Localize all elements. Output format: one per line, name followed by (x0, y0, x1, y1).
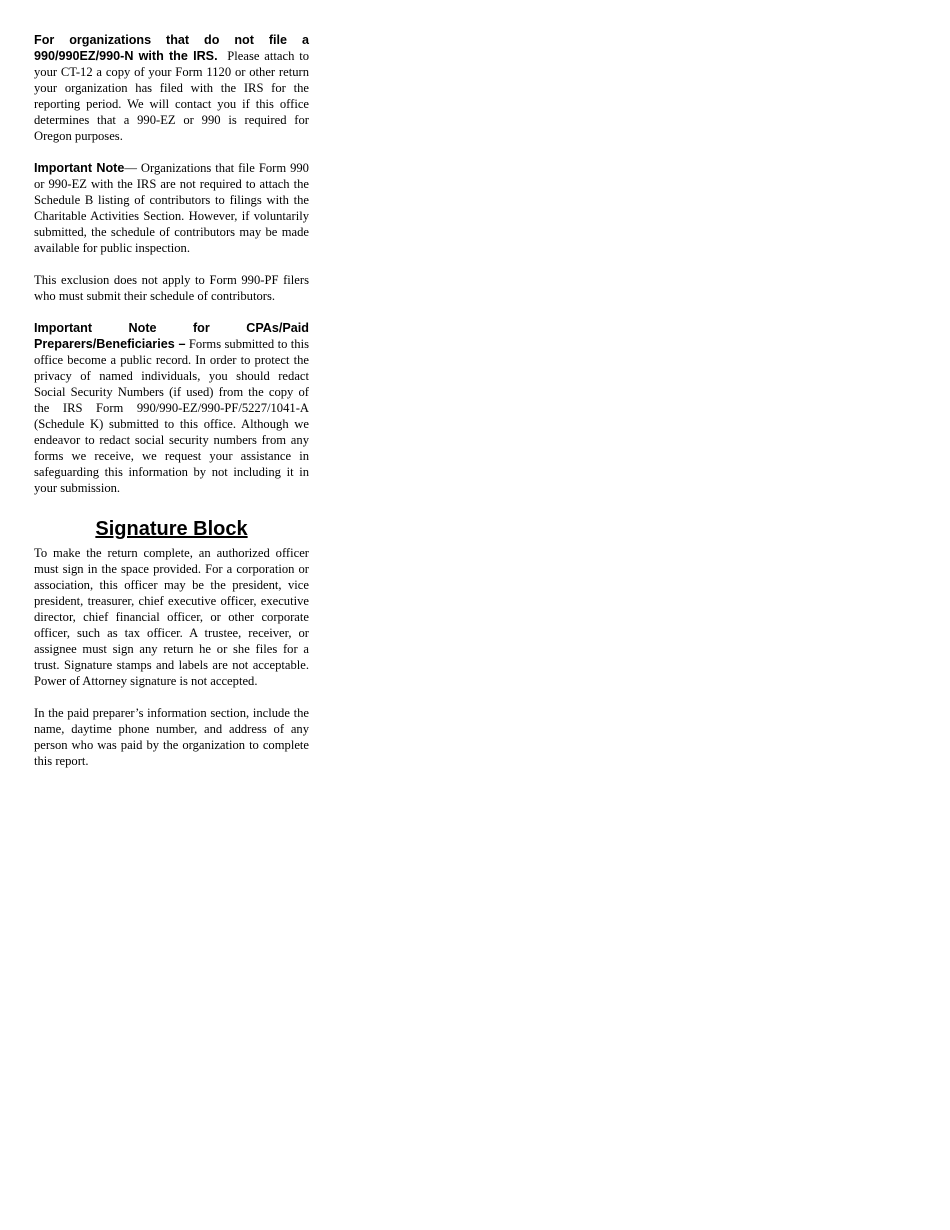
cpa-note-lead: Important Note for CPAs/Paid Preparers/Beneficiaries – (34, 321, 309, 351)
non-filers-lead: For organizations that do not file a 990/990EZ/990-N with the IRS. (34, 33, 309, 63)
signature-block-paragraph: To make the return complete, an authorized officer must sign in the space provided. For a corporation or association, this officer may be the president, vice president, treasurer, chief executive officer, executive director, chief financial officer, or other corporate officer, such as tax officer. A trustee, receiver, or assignee must sign any return he or she files for a trust. Signature stamps and labels are not acceptable. Power of Attorney signature is not accepted. (34, 546, 309, 688)
important-note-paragraph (34, 160, 309, 256)
cpa-note-body: Forms submitted to this office become a public record. In order to protect the privacy of named individuals, you should redact Social Security Numbers (if used) from the copy of the IRS Form 990/990-EZ/990-PF/5227/1041-A (Schedule K) submitted to this office. Although we endeavor to redact social security numbers from any forms we receive, we request your assistance in safeguarding this information by not including it in your submission. (34, 337, 309, 495)
paid-preparer-paragraph: In the paid preparer’s information section, include the name, daytime phone number, and address of any person who was paid by the organization to complete this report. (34, 706, 309, 768)
cpa-note-paragraph (34, 320, 309, 496)
important-note-lead: Important Note (34, 161, 125, 175)
important-note-body: — Organizations that file Form 990 or 990-EZ with the IRS are not required to attach the Schedule B listing of contributors to filings with the Charitable Activities Section. However, if voluntarily submitted, the schedule of contributors may be made available for public inspection. (34, 161, 309, 255)
non-filers-paragraph (34, 32, 309, 144)
non-filers-body: Please attach to your CT-12 a copy of your Form 1120 or other return your organization has filed with the IRS for the reporting period. We will contact you if this office determines that a 990-EZ or 990 is required for Oregon purposes. (34, 49, 310, 143)
exclusion-paragraph: This exclusion does not apply to Form 990-PF filers who must submit their schedule of contributors. (34, 273, 309, 303)
instructions-column (34, 32, 309, 769)
signature-block-heading: Signature Block (95, 518, 248, 540)
